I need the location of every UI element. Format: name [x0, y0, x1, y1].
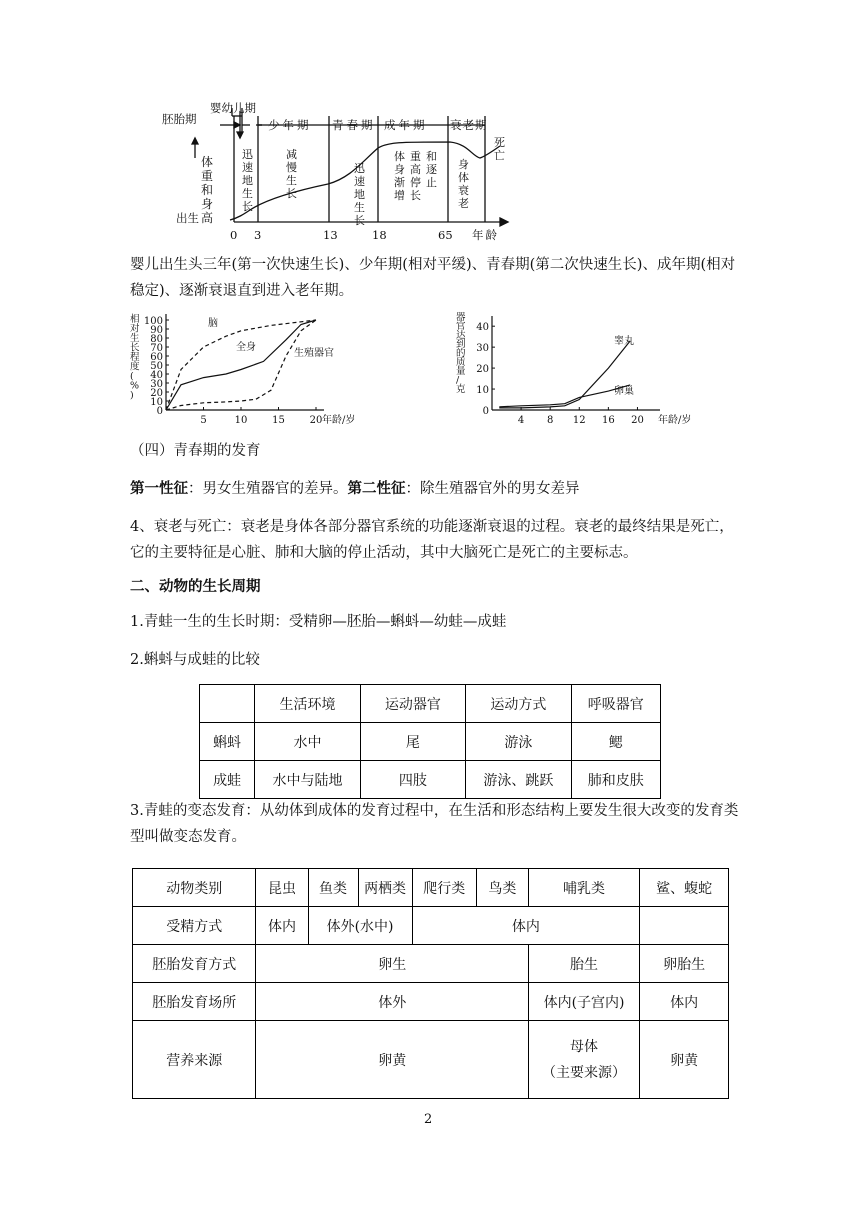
stage-label: 成年期 — [384, 118, 428, 132]
y-tick-label: 100 — [143, 316, 163, 327]
svg-text:长: 长 — [130, 342, 140, 354]
page-number: 2 — [424, 1112, 433, 1127]
svg-text:亡: 亡 — [494, 149, 505, 162]
stage-note — [354, 162, 365, 227]
y-tick-label: 60 — [150, 352, 163, 363]
stage-note — [394, 149, 405, 202]
svg-text:官: 官 — [456, 321, 466, 332]
svg-text:止: 止 — [426, 176, 437, 189]
table-cell: 卵胎生 — [640, 945, 729, 983]
svg-text:减: 减 — [286, 148, 297, 161]
x-tick-label: 12 — [572, 415, 586, 426]
section-puberty: （四）青春期的发育 — [130, 443, 261, 459]
table-header: 鱼类 — [308, 869, 358, 907]
x-tick-label: 5 — [200, 415, 207, 426]
growth-paragraph: 婴儿出生头三年(第一次快速生长)、少年期(相对平缓)、青春期(第二次快速生长)、成年期(相对稳定)、逐渐衰退直到进入老年期。 — [130, 257, 736, 299]
table-row — [133, 1021, 729, 1099]
series-label: 脑 — [208, 318, 218, 329]
svg-text:迅: 迅 — [242, 148, 253, 161]
table-cell: 游泳、跳跃 — [466, 761, 571, 799]
aging-paragraph: 4、衰老与死亡：衰老是身体各部分器官系统的功能逐渐衰退的过程。衰老的最终结果是死亡，它的主要特征是心脏、肺和大脑的停止活动，其中大脑死亡是死亡的主要标志。 — [130, 519, 734, 561]
y-tick-label: 40 — [150, 370, 163, 381]
y-axis-label — [201, 154, 213, 225]
stage-note — [410, 149, 421, 202]
table-header: 爬行类 — [412, 869, 476, 907]
svg-text:相: 相 — [130, 314, 140, 325]
svg-text:生: 生 — [130, 333, 140, 344]
svg-text:渐: 渐 — [394, 176, 405, 189]
svg-text:重: 重 — [410, 150, 421, 163]
stage-label: 衰老期 — [450, 118, 488, 132]
table-header: 生活环境 — [255, 685, 360, 723]
y-tick-label: 0 — [156, 406, 163, 417]
series-line — [166, 320, 316, 410]
series-line — [499, 385, 630, 407]
table-cell: 四肢 — [360, 761, 465, 799]
svg-text:的: 的 — [456, 348, 466, 359]
stage-note — [426, 150, 438, 189]
svg-text:质: 质 — [456, 357, 466, 368]
table-header: 两栖类 — [358, 869, 412, 907]
table-cell: 尾 — [360, 723, 465, 761]
relative-growth-chart — [128, 312, 390, 424]
table-cell: 肺和皮肤 — [571, 761, 660, 799]
metamorphosis-paragraph: 3.青蛙的变态发育：从幼体到成体的发育过程中，在生活和形态结构上要发生很大改变的发育类型叫做变态发育。 — [130, 803, 739, 845]
stage-label: 少年期 — [268, 118, 312, 132]
table-cell: 体内 — [640, 983, 729, 1021]
svg-text:长: 长 — [242, 200, 253, 213]
y-tick-label: 20 — [476, 364, 489, 376]
svg-text:增: 增 — [394, 189, 405, 202]
svg-text:生: 生 — [242, 187, 253, 200]
table-row — [133, 945, 729, 983]
svg-text:迅: 迅 — [354, 162, 365, 175]
table-header: 鲨、蝮蛇 — [640, 869, 729, 907]
svg-text:地: 地 — [242, 174, 253, 187]
table-cell: 游泳 — [466, 723, 571, 761]
embryo-label: 胚胎期 — [162, 112, 197, 126]
table-header: 运动方式 — [466, 685, 571, 723]
svg-text:%: % — [130, 380, 140, 392]
svg-text:量: 量 — [456, 366, 466, 377]
table-cell: 体外 — [256, 983, 528, 1021]
y-tick-label: 90 — [150, 325, 163, 336]
stage-note — [242, 148, 253, 213]
x-axis-label: 年龄/岁 — [322, 415, 356, 426]
svg-text:到: 到 — [456, 339, 466, 350]
series-line — [166, 320, 316, 410]
svg-text:衰: 衰 — [458, 184, 469, 197]
y-tick-label: 10 — [150, 397, 163, 408]
series-line — [166, 320, 316, 410]
y-tick-label: 20 — [150, 388, 163, 399]
table-cell — [200, 685, 255, 723]
death-label — [494, 136, 505, 162]
x-tick: 18 — [372, 228, 387, 242]
growth-stage-diagram — [150, 96, 520, 241]
primary-text: ：男女生殖器官的差异。 — [188, 481, 348, 497]
x-axis-label: 年龄/岁 — [658, 415, 692, 426]
svg-text:和: 和 — [426, 150, 437, 163]
series-label: 睾丸 — [614, 336, 634, 347]
x-tick-label: 8 — [546, 415, 554, 426]
svg-text:高: 高 — [410, 163, 421, 176]
svg-text:死: 死 — [494, 136, 505, 149]
stage-label: 青春期 — [332, 118, 376, 132]
table-cell: 胚胎发育方式 — [133, 945, 256, 983]
svg-text:长: 长 — [410, 189, 421, 202]
compare-title: 2.蝌蚪与成蛙的比较 — [130, 652, 260, 668]
x-tick: 13 — [323, 228, 338, 242]
svg-text:地: 地 — [354, 188, 365, 201]
infant-label: 婴幼儿期 — [210, 101, 256, 115]
svg-text:(: ( — [130, 371, 134, 382]
svg-text:长: 长 — [354, 214, 365, 227]
sex-characteristics — [130, 476, 742, 502]
x-tick: 65 — [438, 228, 453, 242]
table-cell: 体内(子宫内) — [528, 983, 639, 1021]
section-heading: 二、动物的生长周期 — [130, 578, 261, 595]
table-row — [133, 983, 729, 1021]
table-cell — [640, 907, 729, 945]
series-label: 卵巢 — [614, 386, 634, 397]
svg-text:器: 器 — [456, 312, 466, 323]
svg-text:身: 身 — [394, 163, 405, 176]
svg-text:度: 度 — [130, 361, 140, 373]
svg-text:停: 停 — [410, 176, 421, 189]
svg-text:对: 对 — [130, 323, 140, 335]
x-tick: 3 — [254, 228, 262, 242]
y-axis-label — [456, 312, 466, 395]
series-line — [499, 341, 630, 408]
primary-label: 第一性征 — [130, 480, 188, 497]
x-unit-label: 年龄 — [472, 228, 499, 242]
series-label: 生殖器官 — [294, 348, 334, 359]
table-cell: 水中 — [255, 723, 360, 761]
secondary-text: ：除生殖器官外的男女差异 — [405, 481, 580, 497]
svg-text:程: 程 — [130, 352, 140, 363]
svg-text:体: 体 — [458, 171, 469, 184]
frog-compare-table — [199, 684, 661, 799]
svg-text:逐: 逐 — [426, 163, 437, 176]
svg-text:身: 身 — [201, 197, 214, 211]
y-tick-label: 0 — [482, 406, 489, 417]
table-header: 呼吸器官 — [571, 685, 660, 723]
y-tick-label: 40 — [476, 322, 489, 334]
table-header: 动物类别 — [133, 869, 256, 907]
svg-text:达: 达 — [456, 330, 466, 341]
table-header: 鸟类 — [476, 869, 528, 907]
table-cell: 成蛙 — [200, 761, 255, 799]
stage-note — [286, 147, 297, 200]
stage-note — [458, 158, 469, 210]
svg-text:速: 速 — [242, 161, 253, 174]
organ-mass-chart — [448, 312, 692, 426]
x-tick-label: 20 — [631, 415, 644, 426]
svg-text:): ) — [130, 390, 134, 401]
svg-text:老: 老 — [458, 197, 469, 210]
reproduction-table — [132, 868, 729, 1099]
table-cell: 营养来源 — [133, 1021, 256, 1099]
table-cell: 体外(水中) — [308, 907, 412, 945]
frog-stages: 1.青蛙一生的生长时期：受精卵—胚胎—蝌蚪—幼蛙—成蛙 — [130, 614, 507, 630]
mother-label: 母体 — [570, 1038, 599, 1055]
table-cell: 胎生 — [528, 945, 639, 983]
svg-text:身: 身 — [458, 158, 469, 171]
birth-label: 出生 — [176, 211, 199, 225]
table-header: 昆虫 — [256, 869, 308, 907]
x-tick-label: 16 — [601, 415, 615, 426]
x-tick-label: 4 — [517, 415, 525, 426]
table-cell: 蝌蚪 — [200, 723, 255, 761]
svg-text:速: 速 — [354, 175, 365, 188]
svg-text:长: 长 — [286, 187, 297, 200]
table-cell: 受精方式 — [133, 907, 256, 945]
svg-text:慢: 慢 — [286, 161, 297, 174]
secondary-label: 第二性征 — [347, 480, 406, 497]
table-cell: 体内 — [256, 907, 308, 945]
table-cell: 胚胎发育场所 — [133, 983, 256, 1021]
x-tick-label: 10 — [234, 415, 248, 426]
table-row — [133, 907, 729, 945]
table-cell: 体内 — [412, 907, 640, 945]
x-tick-label: 20 — [309, 415, 323, 426]
table-header: 运动器官 — [360, 685, 465, 723]
table-cell: 鳃 — [571, 723, 660, 761]
svg-text:体: 体 — [394, 150, 405, 163]
svg-text:重: 重 — [201, 169, 214, 183]
y-axis-label — [130, 313, 140, 401]
table-cell: 卵黄 — [256, 1021, 528, 1099]
svg-text:体: 体 — [201, 155, 214, 169]
table-row — [200, 761, 661, 799]
table-cell: 卵生 — [256, 945, 528, 983]
table-cell — [528, 1021, 639, 1099]
y-tick-label: 80 — [150, 334, 163, 345]
svg-text:高: 高 — [201, 211, 214, 225]
y-tick-label: 70 — [150, 343, 163, 354]
y-tick-label: 30 — [150, 379, 163, 390]
svg-text:克: 克 — [456, 384, 466, 395]
x-tick: 0 — [230, 228, 238, 242]
mother-note: （主要来源） — [542, 1064, 627, 1081]
table-header: 哺乳类 — [528, 869, 639, 907]
y-tick-label: 30 — [476, 343, 489, 355]
table-cell: 卵黄 — [640, 1021, 729, 1099]
svg-text:/: / — [456, 375, 460, 386]
y-tick-label: 50 — [150, 361, 163, 372]
svg-text:生: 生 — [286, 174, 297, 187]
y-tick-label: 10 — [476, 385, 489, 397]
svg-text:和: 和 — [201, 183, 214, 197]
x-tick-label: 15 — [272, 415, 285, 426]
table-row — [200, 723, 661, 761]
svg-text:生: 生 — [354, 201, 365, 214]
table-cell: 水中与陆地 — [255, 761, 360, 799]
series-label: 全身 — [236, 342, 256, 353]
